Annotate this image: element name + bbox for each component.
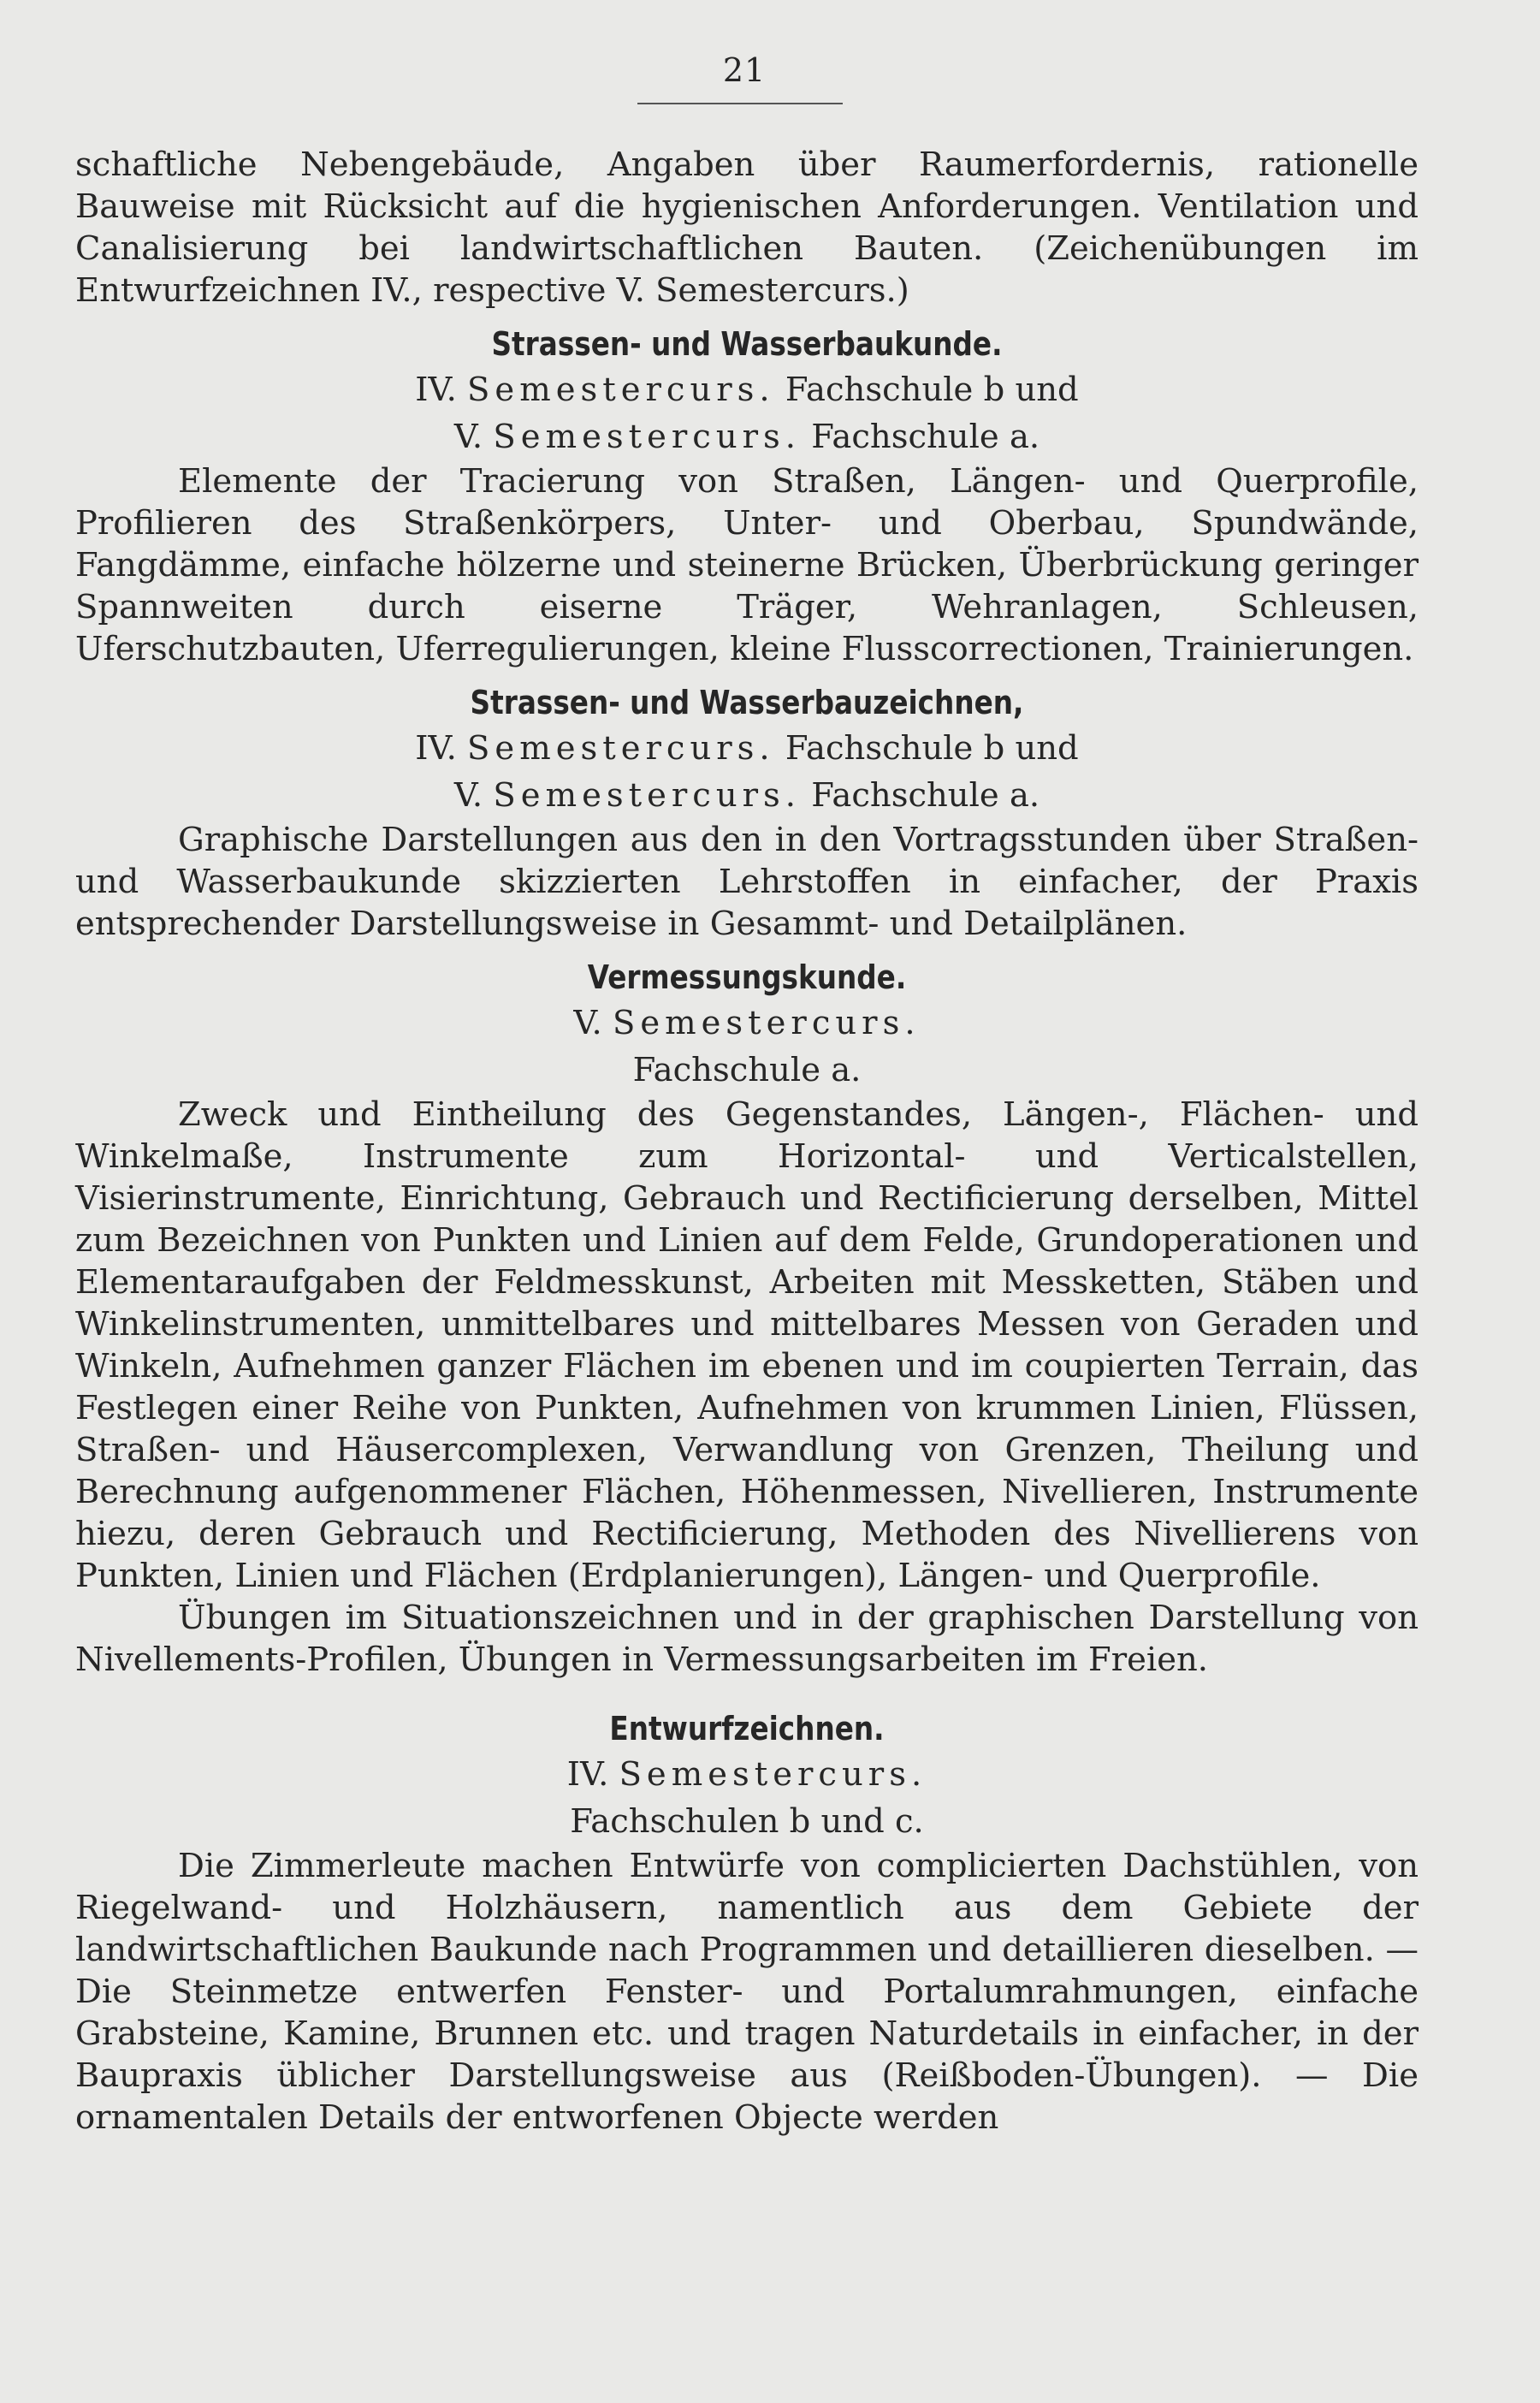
course-prefix: IV. [415, 729, 468, 768]
spacer [75, 1681, 1419, 1696]
section-course-line-2: Fachschule a. [632, 1051, 862, 1089]
course-suffix: Fachschule b und [774, 729, 1079, 768]
section-body: Graphische Darstellungen aus den in den Vortragsstunden über Straßen- und Wasserbaukunde skizzierten Lehrstoffen in einfacher, der Praxis entsprechender Darstellungsweise in Gesammt- und Detailplänen. [75, 821, 1419, 943]
header-rule [637, 103, 843, 104]
section-body: Zweck und Eintheilung des Gegenstandes, Längen-, Flächen- und Winkelmaße, Instrumente zum Horizontal- und Verticalstellen, Visierinstrumente, Einrichtung, Gebrauch und Rectificierung derselben, Mittel zum Bezeichnen von Punkten und Linien auf dem Felde, Grundoperationen und Elementaraufgaben der Feldmesskunst, Arbeiten mit Messketten, Stäben und Winkelinstrumenten, unmittelbares und mittelbares Messen von Geraden und Winkeln, Aufnehmen ganzer Flächen im ebenen und im coupierten Terrain, das Festlegen einer Reihe von Punkten, Aufnehmen von krummen Linien, Flüssen, Straßen- und Häusercomplexen, Verwandlung von Grenzen, Theilung und Berechnung aufgenommener Flächen, Höhenmessen, Nivellieren, Instrumente hiezu, deren Gebrauch und Rectificierung, Methoden des Nivellierens von Punkten, Linien und Flächen (Erdplanierungen), Längen- und Querprofile. [75, 1095, 1419, 1595]
section-heading-strassen-wasserbauzeichnen: Strassen- und Wasserbauzeichnen, [470, 684, 1024, 721]
course-suffix: Fachschule a. [801, 776, 1040, 815]
section-course-line-2: Fachschulen b und c. [570, 1802, 924, 1841]
course-prefix: V. [453, 418, 494, 456]
course-prefix: IV. [566, 1755, 619, 1794]
section-course-line-1 [75, 366, 1419, 413]
course-label: Semestercurs. [493, 776, 802, 815]
section-course-line-2 [75, 772, 1419, 819]
course-prefix: V. [573, 1004, 613, 1042]
course-label: Semestercurs. [493, 418, 802, 456]
course-label: Semestercurs. [619, 1755, 927, 1794]
intro-paragraph: schaftliche Nebengebäude, Angaben über Raumerfordernis, rationelle Bauweise mit Rücksicht auf die hygienischen Anforderungen. Ventilation und Canalisierung bei landwirtschaftlichen Bauten. (Zeichenübungen im Entwurfzeichnen IV., respective V. Semestercurs.) [75, 145, 1419, 310]
section-heading-entwurfzeichnen: Entwurfzeichnen. [609, 1710, 885, 1747]
page-number: 21 [722, 51, 767, 89]
course-label: Semestercurs. [612, 1004, 921, 1042]
section-course-line-2 [75, 413, 1419, 460]
course-label: Semestercurs. [467, 371, 775, 409]
section-course-line-1 [75, 725, 1419, 772]
course-suffix: Fachschule a. [801, 418, 1040, 456]
course-label: Semestercurs. [467, 729, 775, 768]
section-course-line-1 [75, 1000, 1419, 1047]
course-prefix: V. [453, 776, 494, 815]
section-body: Elemente der Tracierung von Straßen, Längen- und Querprofile, Profilieren des Straßenkörpers, Unter- und Oberbau, Spundwände, Fangdämme, einfache hölzerne und steinerne Brücken, Überbrückung geringer Spannweiten durch eiserne Träger, Wehranlagen, Schleusen, Uferschutzbauten, Uferregulierungen, kleine Flusscorrectionen, Trainierungen. [75, 462, 1419, 668]
section-course-line-1 [75, 1751, 1419, 1798]
course-suffix: Fachschule b und [774, 371, 1079, 409]
section-heading-vermessungskunde: Vermessungskunde. [587, 958, 907, 996]
section-heading-strassen-wasserbaukunde: Strassen- und Wasserbaukunde. [491, 325, 1003, 363]
section-body: Die Zimmerleute machen Entwürfe von complicierten Dachstühlen, von Riegelwand- und Holzhäusern, namentlich aus dem Gebiete der landwirtschaftlichen Baukunde nach Programmen und detaillieren dieselben. — Die Steinmetze entwerfen Fenster- und Portalumrahmungen, einfache Grabsteine, Kamine, Brunnen etc. und tragen Naturdetails in einfacher, in der Baupraxis üblicher Darstellungsweise aus (Reißboden-Übungen). — Die ornamentalen Details der entworfenen Objecte werden [75, 1847, 1419, 2137]
section-body-continued: Übungen im Situationszeichnen und in der graphischen Darstellung von Nivellements-Profilen, Übungen in Vermessungsarbeiten im Freien. [75, 1599, 1419, 1679]
course-prefix: IV. [415, 371, 468, 409]
page-content [75, 144, 1419, 2139]
